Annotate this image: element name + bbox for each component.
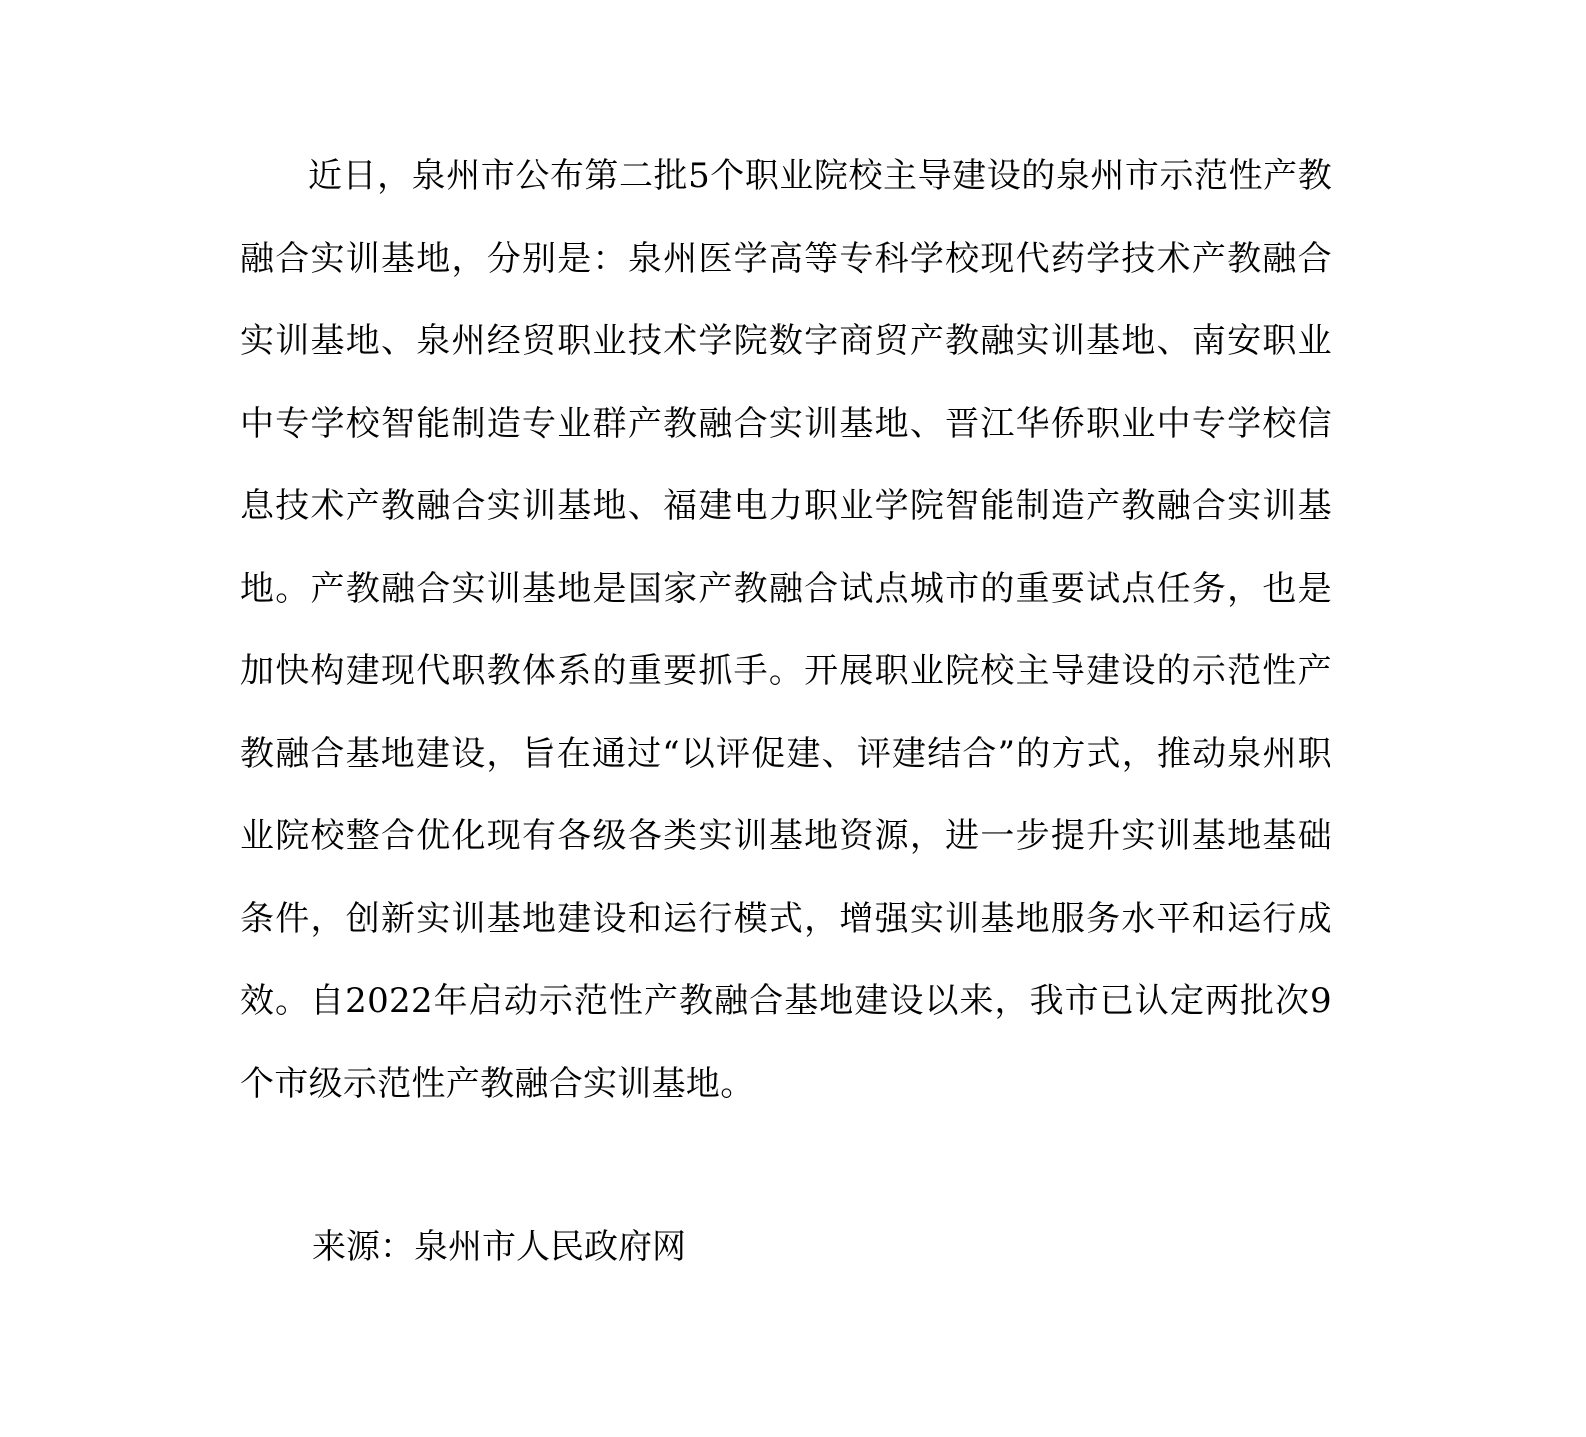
body-paragraph: 近日，泉州市公布第二批5个职业院校主导建设的泉州市示范性产教融合实训基地，分别是：泉州医学高等专科学校现代药学技术产教融合实训基地、泉州经贸职业技术学院数字商贸产教融实训基地、南安职业中专学校智能制造专业群产教融合实训基地、晋江华侨职业中专学校信息技术产教融合实训基地、福建电力职业学院智能制造产教融合实训基地。产教融合实训基地是国家产教融合试点城市的重要试点任务，也是加快构建现代职教体系的重要抓手。开展职业院校主导建设的示范性产教融合基地建设，旨在通过“以评促建、评建结合”的方式，推动泉州职业院校整合优化现有各级各类实训基地资源，进一步提升实训基地基础条件，创新实训基地建设和运行模式，增强实训基地服务水平和运行成效。自2022年启动示范性产教融合基地建设以来，我市已认定两批次9个市级示范性产教融合实训基地。	[240, 156, 1332, 1104]
article-body	[240, 135, 1332, 1125]
source-attribution: 来源：泉州市人民政府网	[312, 1227, 686, 1267]
